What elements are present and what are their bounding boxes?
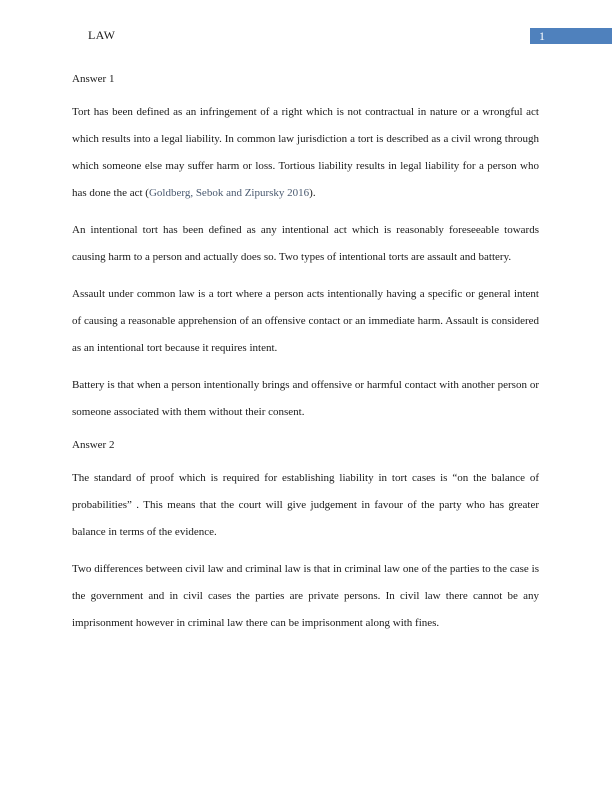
citation-link[interactable]: Goldberg, Sebok and Zipursky 2016 (148, 187, 310, 199)
paragraph-text-end: ). (309, 187, 316, 199)
paragraph-standard-of-proof: The standard of proof which is required for establishing liability in tort cases is “on the balance of probabilities” . This means that the court will give judgement in favour of the party who has greater balance in terms of the evidence. (72, 472, 539, 538)
page-number: 1 (539, 29, 545, 43)
page-number-badge (530, 28, 612, 44)
paragraph-text: Tort has been defined as an infringement of a right which is not contractual in nature or a wrongful act which results into a legal liability. In common law jurisdiction a tort is described as a civil wrong through which someone else may suffer harm or loss. Tortious liability results in legal liability for a person who has done the act ( (72, 106, 539, 199)
section-heading-answer-2: Answer 2 (72, 439, 115, 451)
header-title: LAW (88, 28, 116, 42)
paragraph-battery: Battery is that when a person intentionally brings and offensive or harmful contact with another person or someone associated with them without their consent. (72, 379, 539, 418)
paragraph-civil-vs-criminal: Two differences between civil law and criminal law is that in criminal law one of the parties to the case is the government and in civil cases the parties are private persons. In civil law there cannot be any imprisonment however in criminal law there can be imprisonment along with fines. (72, 563, 539, 629)
paragraph-intentional-tort: An intentional tort has been defined as any intentional act which is reasonably foreseeable towards causing harm to a person and actually does so. Two types of intentional torts are assault and battery. (72, 224, 539, 263)
section-heading-answer-1: Answer 1 (72, 73, 115, 85)
paragraph-assault: Assault under common law is a tort where a person acts intentionally having a specific or general intent of causing a reasonable apprehension of an offensive contact or an immediate harm. Assault is considered as an intentional tort because it requires intent. (72, 288, 539, 354)
document-body (72, 70, 539, 647)
paragraph-tort-definition (72, 99, 539, 207)
